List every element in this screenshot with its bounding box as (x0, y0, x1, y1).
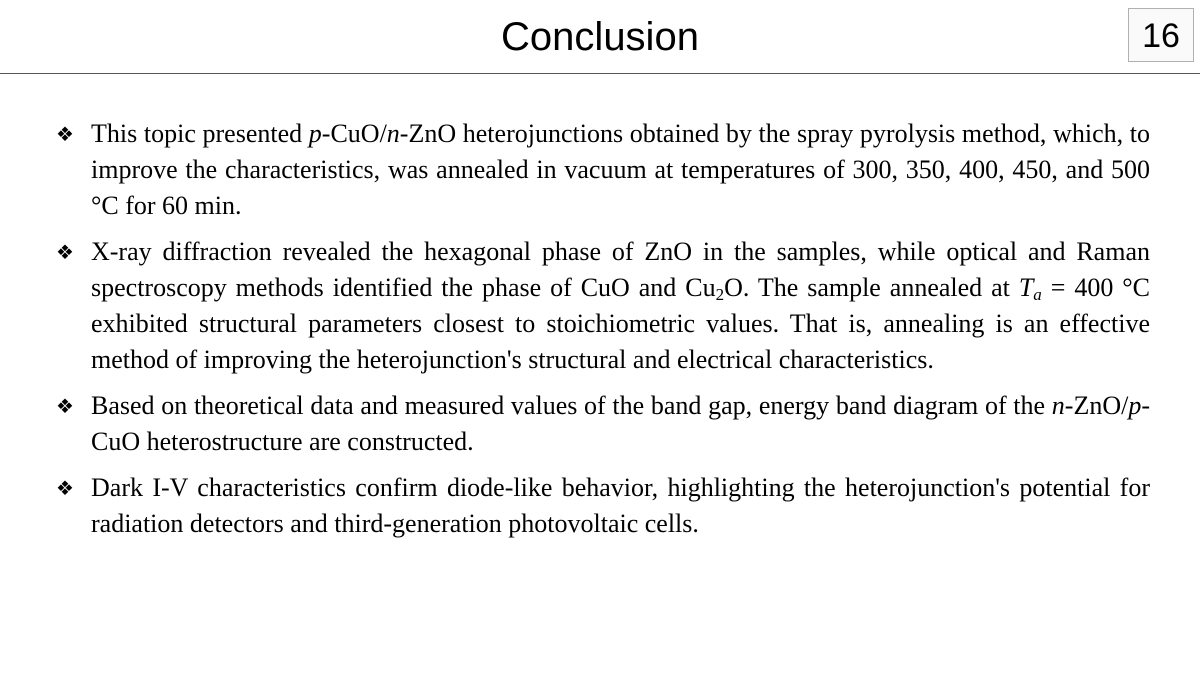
bullet-text: X-ray diffraction revealed the hexagonal phase of ZnO in the samples, while optical and Raman spectroscopy methods identified the phase of CuO and $Cu_2O$. The sample annealed at $T_a = 400$ °C exhibited structural parameters closest to stoichiometric values. That is, annealing is an effective method of improving the heterojunction's structural and electrical characteristics. (91, 237, 1150, 374)
bullet-text: Dark I-V characteristics confirm diode-like behavior, highlighting the heterojunction's potential for radiation detectors and third-generation photovoltaic cells. (91, 473, 1150, 538)
title-bar (0, 0, 1200, 74)
page-number: 16 (1128, 8, 1194, 62)
bullet-item (56, 116, 1150, 224)
bullet-item (56, 234, 1150, 378)
bullet-text: Based on theoretical data and measured values of the band gap, energy band diagram of the n-ZnO/p-CuO heterostructure are constructed. (91, 391, 1150, 456)
bullet-list (56, 116, 1150, 552)
slide-title: Conclusion (501, 15, 699, 59)
bullet-item (56, 470, 1150, 542)
bullet-diamond-icon: ❖ (56, 476, 74, 500)
bullet-text: This topic presented p-CuO/n-ZnO heterojunctions obtained by the spray pyrolysis method, which, to improve the characteristics, was annealed in vacuum at temperatures of 300, 350, 400, 450, and 500 °C for 60 min. (91, 119, 1150, 220)
bullet-diamond-icon: ❖ (56, 394, 74, 418)
bullet-diamond-icon: ❖ (56, 240, 74, 264)
bullet-item (56, 388, 1150, 460)
bullet-diamond-icon: ❖ (56, 122, 74, 146)
